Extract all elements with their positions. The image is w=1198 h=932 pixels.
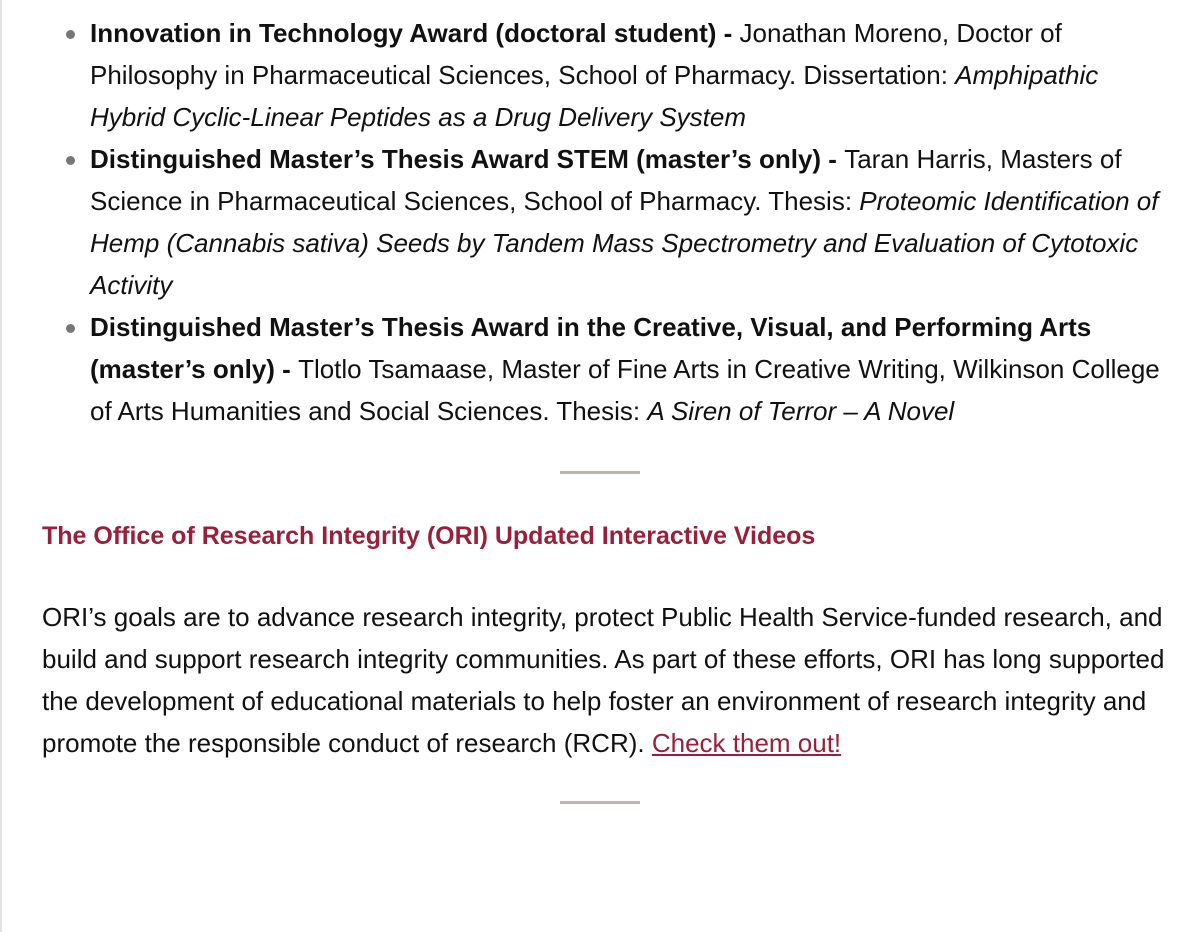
newsletter-content [42, 12, 1172, 804]
award-item-stem-thesis [90, 138, 1172, 306]
award-recipient: Jonathan Moreno, Doctor of Philosophy in Pharmaceutical Sciences, School of Pharmacy. Dissertation: [90, 18, 1062, 90]
award-work-title: A Siren of Terror – A Novel [647, 396, 955, 426]
award-title: Innovation in Technology Award (doctoral student) - [90, 18, 740, 48]
award-recipient: Tlotlo Tsamaase, Master of Fine Arts in Creative Writing, Wilkinson College of Arts Humanities and Social Sciences. Thesis: [90, 354, 1160, 426]
check-them-out-link[interactable]: Check them out! [651, 728, 842, 758]
ori-section-body [42, 596, 1172, 764]
award-title: Distinguished Master’s Thesis Award in the Creative, Visual, and Performing Arts (master’s only) - [90, 312, 1092, 384]
award-recipient: Taran Harris, Masters of Science in Pharmaceutical Sciences, School of Pharmacy. Thesis: [90, 144, 1122, 216]
left-border [0, 0, 2, 932]
award-work-title: Amphipathic Hybrid Cyclic-Linear Peptides as a Drug Delivery System [90, 60, 1099, 132]
section-divider [560, 801, 640, 804]
award-title: Distinguished Master’s Thesis Award STEM (master’s only) - [90, 144, 845, 174]
bullet-icon [66, 156, 75, 165]
bullet-icon [66, 30, 75, 39]
ori-section-title: The Office of Research Integrity (ORI) Updated Interactive Videos [42, 522, 816, 550]
award-item-arts-thesis [90, 306, 1172, 432]
award-work-title: Proteomic Identification of Hemp (Cannabis sativa) Seeds by Tandem Mass Spectrometry and Evaluation of Cytotoxic Activity [90, 186, 1159, 300]
awards-list [42, 12, 1172, 432]
bullet-icon [66, 324, 75, 333]
section-divider [560, 471, 640, 474]
ori-body-text: ORI’s goals are to advance research integrity, protect Public Health Service-funded research, and build and support research integrity communities. As part of these efforts, ORI has long supported the development of educational materials to help foster an environment of research integrity and promote the responsible conduct of research (RCR). [42, 602, 1165, 758]
award-item-innovation [90, 12, 1172, 138]
